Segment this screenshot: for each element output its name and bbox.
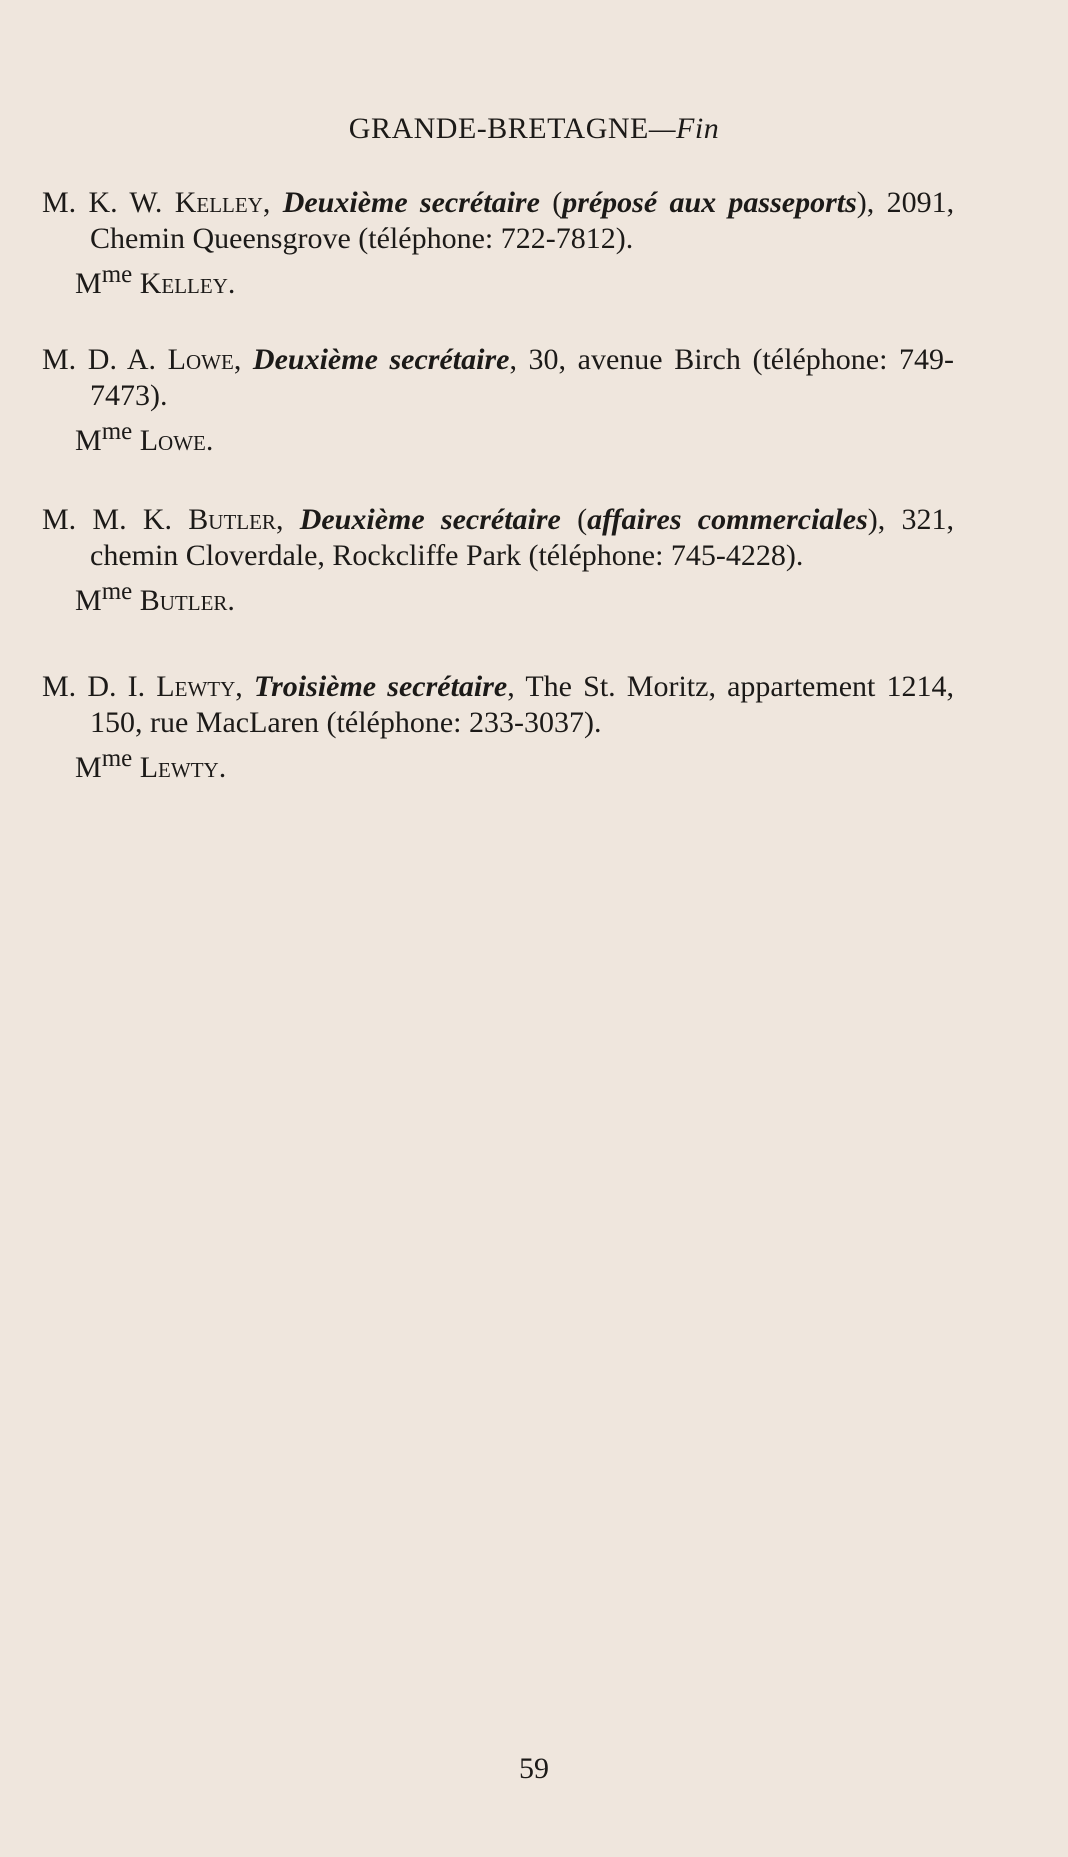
- entry-main-text: M. K. W. Kelley, Deuxième secrétaire (préposé aux passeports), 2091, Chemin Queensgrove (téléphone: 722-7812).: [42, 186, 955, 255]
- entry-role-close: ): [867, 503, 878, 536]
- spouse-title-sup: me: [101, 261, 133, 288]
- page-header: [0, 112, 1068, 146]
- entry-role-close: ): [856, 186, 867, 219]
- entry-prefix: M. M. K.: [42, 503, 173, 536]
- entry-role-open: (: [560, 503, 588, 536]
- entry-spouse: [42, 257, 954, 302]
- entry-details: , 30, avenue Birch (téléphone: 749-7473).: [90, 343, 955, 412]
- header-separator: —: [648, 112, 677, 145]
- entry-butler: [42, 502, 954, 619]
- directory-content: [42, 185, 954, 786]
- entry-role: Deuxième secrétaire: [252, 343, 510, 376]
- spouse-title-sup: me: [101, 578, 133, 605]
- entry-prefix: M. D. A.: [42, 343, 157, 376]
- spouse-name: Kelley.: [139, 267, 236, 300]
- entry-role-note: affaires commerciales: [587, 503, 868, 536]
- spouse-title: M: [75, 424, 102, 457]
- entry-spouse: [42, 574, 954, 619]
- spouse-title: M: [75, 584, 102, 617]
- spouse-title: M: [75, 751, 102, 784]
- entry-details: , 2091, Chemin Queensgrove (téléphone: 722-7812).: [90, 186, 955, 255]
- entry-role: Troisième secrétaire: [253, 670, 508, 703]
- entry-lowe: [42, 342, 954, 459]
- entry-surname: Butler: [188, 503, 276, 536]
- spouse-name: Lewty.: [139, 751, 227, 784]
- entry-main-text: M. D. A. Lowe, Deuxième secrétaire, 30, avenue Birch (téléphone: 749-7473).: [42, 343, 955, 412]
- page-number: 59: [519, 1752, 549, 1785]
- entry-lewty: [42, 669, 954, 786]
- entry-role-note: préposé aux passeports: [562, 186, 857, 219]
- entry-details: , 321, chemin Cloverdale, Rockcliffe Park (téléphone: 745-4228).: [90, 503, 954, 572]
- spouse-title-sup: me: [101, 418, 133, 445]
- spouse-title: M: [75, 267, 102, 300]
- entry-spouse: [42, 741, 954, 786]
- entry-role: Deuxième secrétaire: [299, 503, 561, 536]
- spouse-name: Lowe.: [139, 424, 214, 457]
- entry-prefix: M. D. I.: [42, 670, 146, 703]
- entry-surname: Lewty: [156, 670, 236, 703]
- entry-surname: Lowe: [167, 343, 234, 376]
- entry-details: , The St. Moritz, appartement 1214, 150, rue MacLaren (téléphone: 233-3037).: [90, 670, 955, 739]
- entry-kelley: [42, 185, 954, 302]
- spouse-title-sup: me: [101, 745, 133, 772]
- entry-surname: Kelley: [174, 186, 263, 219]
- entry-spouse: [42, 414, 954, 459]
- header-country: GRANDE-BRETAGNE: [348, 112, 649, 145]
- entry-main-text: M. M. K. Butler, Deuxième secrétaire (affaires commerciales), 321, chemin Cloverdale, Rockcliffe Park (téléphone: 745-4228).: [42, 503, 954, 572]
- entry-role: Deuxième secrétaire: [282, 186, 540, 219]
- entry-prefix: M. K. W.: [42, 186, 163, 219]
- entry-main-text: M. D. I. Lewty, Troisième secrétaire, The St. Moritz, appartement 1214, 150, rue MacLaren (téléphone: 233-3037).: [42, 670, 955, 739]
- spouse-name: Butler.: [139, 584, 235, 617]
- entry-role-open: (: [539, 186, 563, 219]
- header-continued: Fin: [676, 112, 720, 145]
